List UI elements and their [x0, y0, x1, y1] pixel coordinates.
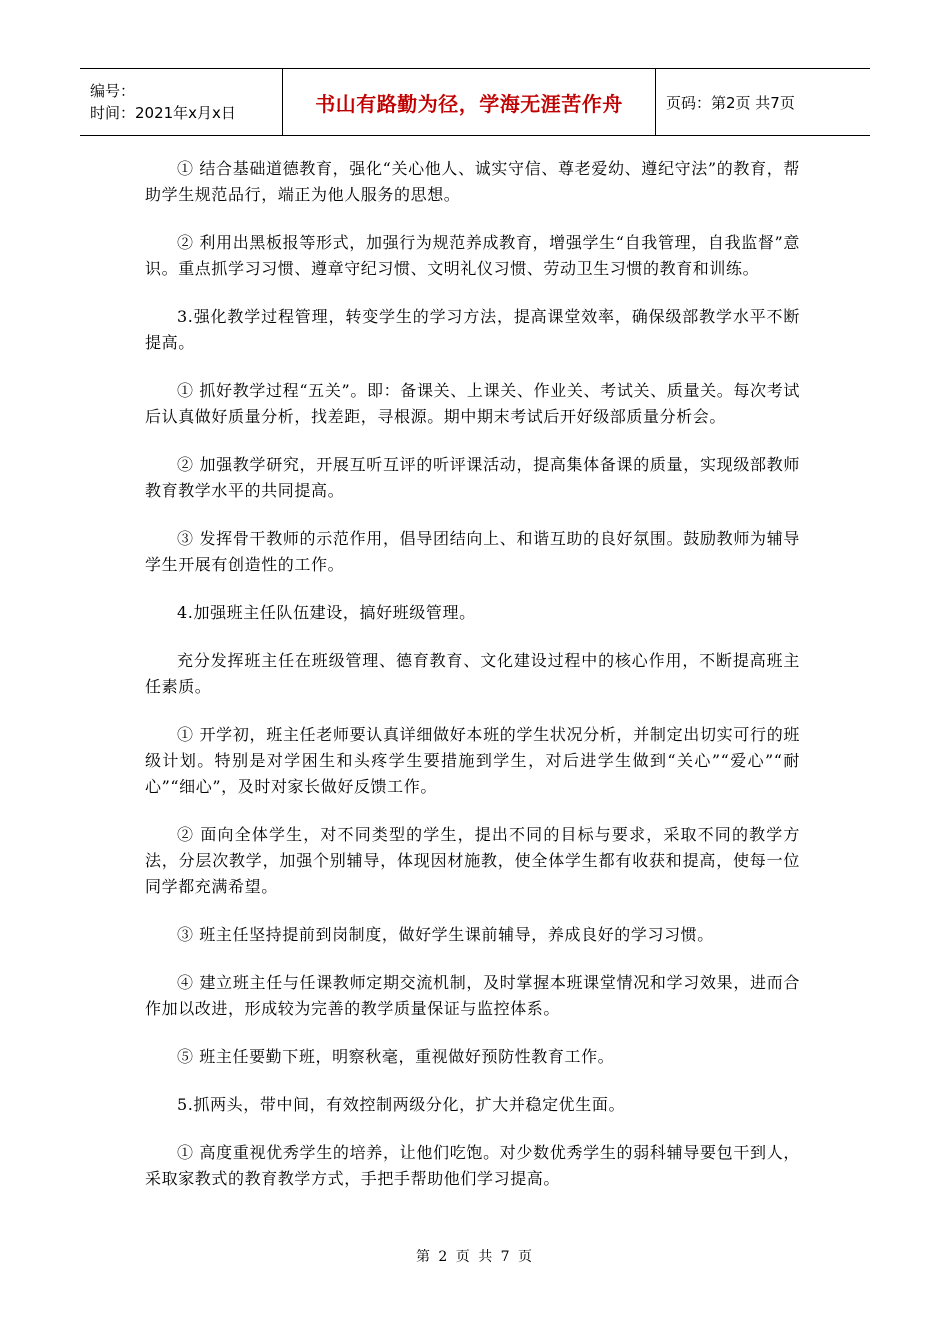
body-paragraph: 充分发挥班主任在班级管理、德育教育、文化建设过程中的核心作用，不断提高班主任素质。 — [145, 651, 800, 696]
body-paragraph: ③ 班主任坚持提前到岗制度，做好学生课前辅导，养成良好的学习习惯。 — [177, 925, 714, 944]
header-meta-cell — [80, 69, 283, 135]
section-heading: 5.抓两头，带中间，有效控制两级分化，扩大并稳定优生面。 — [177, 1095, 626, 1114]
section-heading: 4.加强班主任队伍建设，搞好班级管理。 — [177, 603, 476, 622]
header-motto-cell — [283, 69, 656, 135]
body-paragraph: ② 面向全体学生，对不同类型的学生，提出不同的目标与要求，采取不同的教学方法，分层次教学，加强个别辅导，体现因材施教，使全体学生都有收获和提高，使每一位同学都充满希望。 — [145, 825, 800, 896]
body-paragraph: ⑤ 班主任要勤下班，明察秋毫，重视做好预防性教育工作。 — [177, 1047, 615, 1066]
body-paragraph: ④ 建立班主任与任课教师定期交流机制，及时掌握本班课堂情况和学习效果，进而合作加以改进，形成较为完善的教学质量保证与监控体系。 — [145, 973, 800, 1018]
body-paragraph: ③ 发挥骨干教师的示范作用，倡导团结向上、和谐互助的良好氛围。鼓励教师为辅导学生开展有创造性的工作。 — [145, 529, 800, 574]
body-paragraph: ① 高度重视优秀学生的培养，让他们吃饱。对少数优秀学生的弱科辅导要包干到人，采取家教式的教育教学方式，手把手帮助他们学习提高。 — [145, 1143, 800, 1188]
body-paragraph: ② 加强教学研究，开展互听互评的听评课活动，提高集体备课的质量，实现级部教师教育教学水平的共同提高。 — [145, 455, 800, 500]
motto-text: 书山有路勤为径，学海无涯苦作舟 — [315, 91, 623, 116]
footer-page-number: 第 2 页 共 7 页 — [415, 1249, 535, 1265]
section-heading: 3.强化教学过程管理，转变学生的学习方法，提高课堂效率，确保级部教学水平不断提高。 — [145, 307, 800, 352]
body-paragraph: ① 结合基础道德教育，强化“关心他人、诚实守信、尊老爱幼、遵纪守法”的教育，帮助学生规范品行，端正为他人服务的思想。 — [145, 159, 800, 204]
date-label: 时间：2021年x月x日 — [90, 104, 236, 122]
document-header — [80, 68, 870, 136]
document-body — [145, 156, 800, 1214]
page-footer — [0, 1246, 950, 1266]
body-paragraph: ② 利用出黑板报等形式，加强行为规范养成教育，增强学生“自我管理，自我监督”意识。重点抓学习习惯、遵章守纪习惯、文明礼仪习惯、劳动卫生习惯的教育和训练。 — [145, 233, 800, 278]
body-paragraph: ① 开学初，班主任老师要认真详细做好本班的学生状况分析，并制定出切实可行的班级计划。特别是对学困生和头疼学生要措施到学生，对后进学生做到“关心”“爱心”“耐心”“细心”，及时对家长做好反馈工作。 — [145, 725, 800, 796]
header-page-cell — [656, 69, 870, 135]
header-page-number: 页码：第2页 共7页 — [666, 93, 795, 112]
body-paragraph: ① 抓好教学过程“五关”。即：备课关、上课关、作业关、考试关、质量关。每次考试后认真做好质量分析，找差距，寻根源。期中期末考试后开好级部质量分析会。 — [145, 381, 800, 426]
serial-number-label: 编号： — [90, 82, 136, 100]
